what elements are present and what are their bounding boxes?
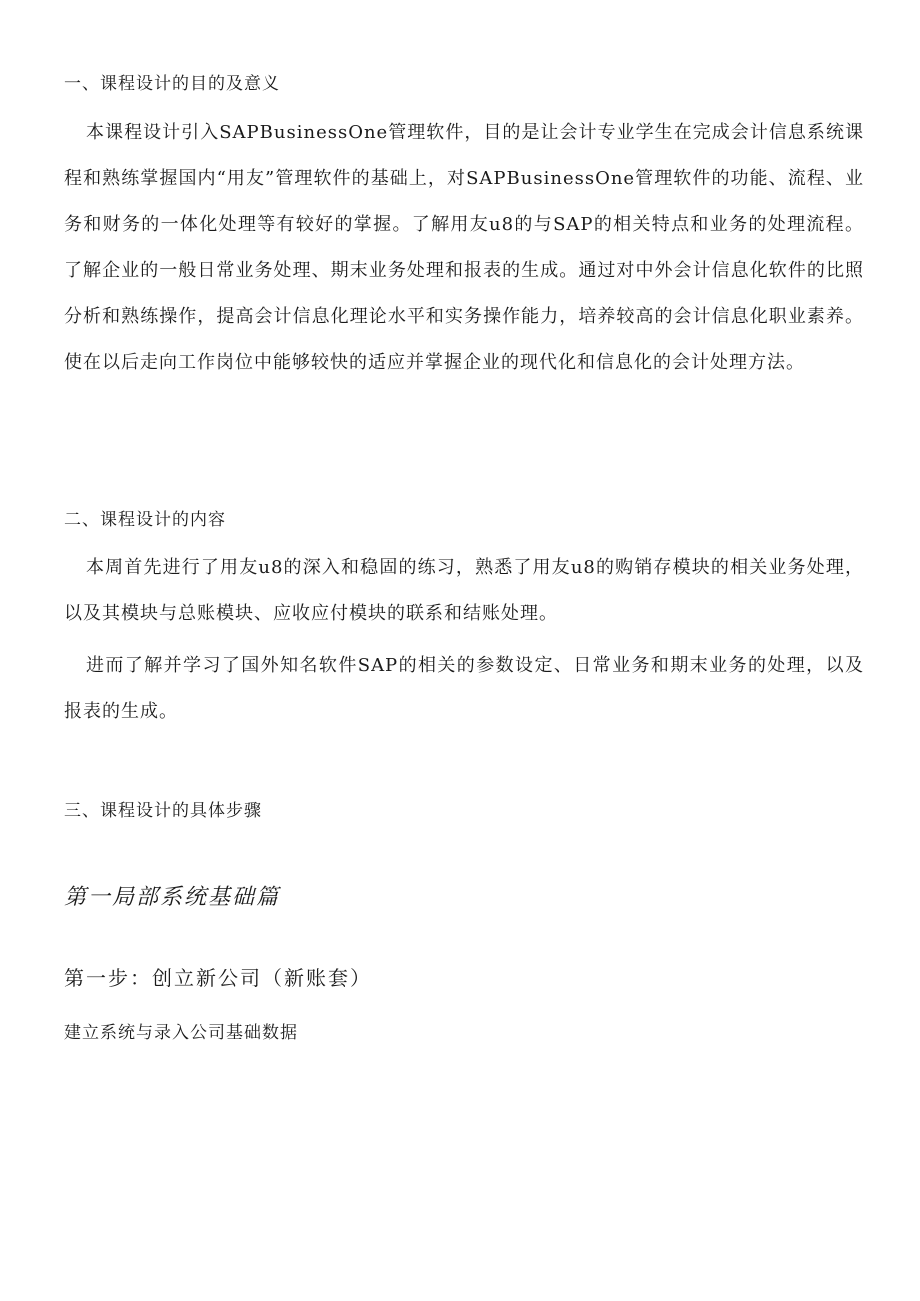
part-title: 第一局部系统基础篇 xyxy=(64,885,281,910)
step-title: 第一步：创立新公司（新账套） xyxy=(64,966,372,990)
section-2-paragraph-1: 本周首先进行了用友u8的深入和稳固的练习，熟悉了用友u8的购销存模块的相关业务处理，以及其模块与总账模块、应收应付模块的联系和结账处理。 xyxy=(64,557,864,624)
step-subtitle: 建立系统与录入公司基础数据 xyxy=(64,1023,298,1043)
section-2-heading: 二、课程设计的内容 xyxy=(64,510,226,530)
section-1-paragraph: 本课程设计引入SAPBusinessOne管理软件，目的是让会计专业学生在完成会计信息系统课程和熟练掌握国内“用友”管理软件的基础上，对SAPBusinessOne管理软件的功能、流程、业务和财务的一体化处理等有较好的掌握。了解用友u8的与SAP的相关特点和业务的处理流程。了解企业的一般日常业务处理、期末业务处理和报表的生成。通过对中外会计信息化软件的比照分析和熟练操作，提高会计信息化理论水平和实务操作能力，培养较高的会计信息化职业素养。使在以后走向工作岗位中能够较快的适应并掌握企业的现代化和信息化的会计处理方法。 xyxy=(64,122,864,373)
section-1-heading: 一、课程设计的目的及意义 xyxy=(64,74,280,94)
section-2-paragraph-2: 进而了解并学习了国外知名软件SAP的相关的参数设定、日常业务和期末业务的处理，以及报表的生成。 xyxy=(64,655,864,722)
section-3-heading: 三、课程设计的具体步骤 xyxy=(64,801,262,821)
